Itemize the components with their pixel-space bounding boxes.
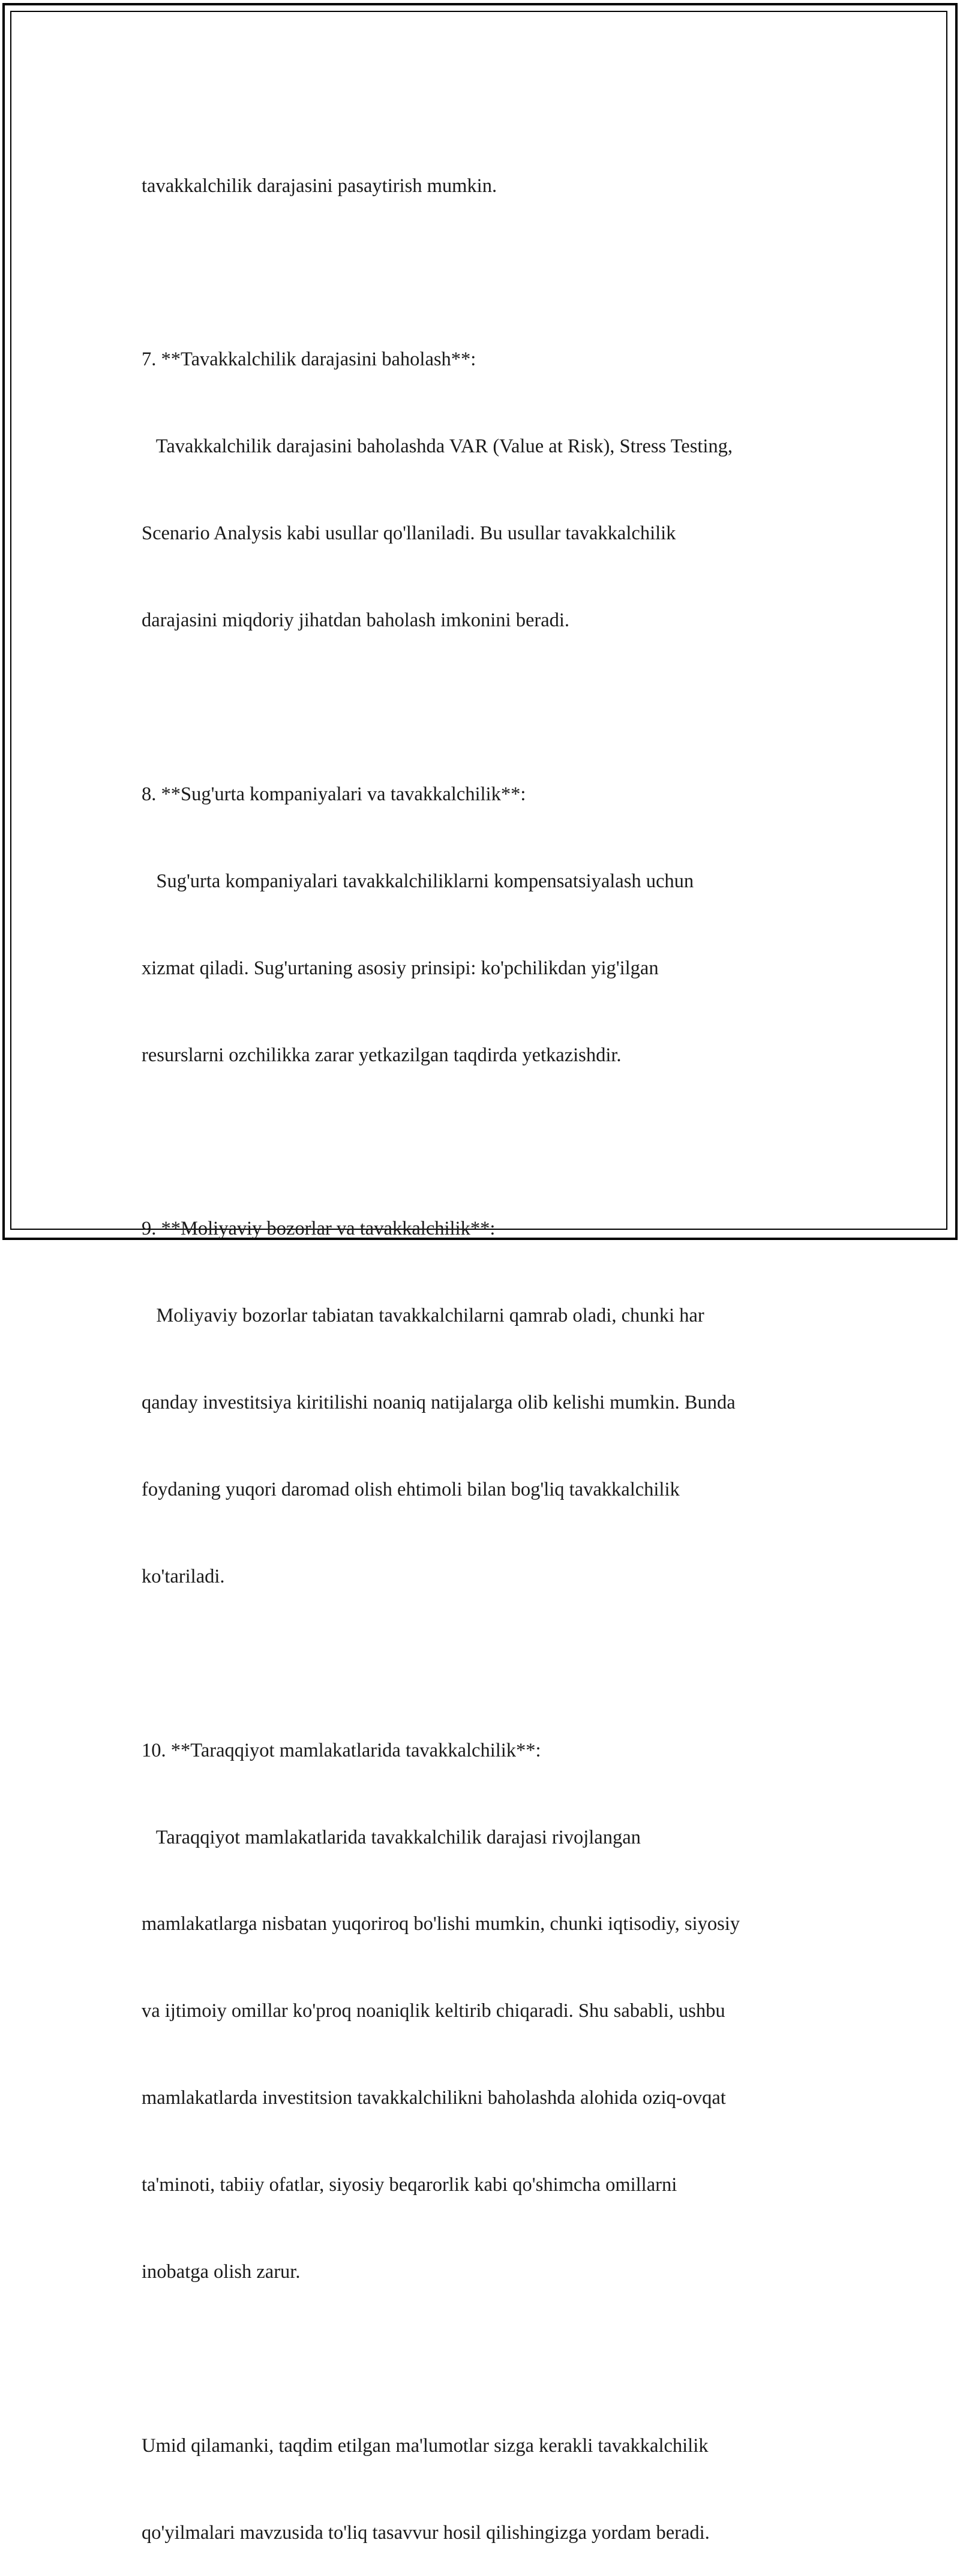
- blank-line: [142, 1127, 844, 1156]
- text-line: foydaning yuqori daromad olish ehtimoli bilan bog'liq tavakkalchilik: [142, 1478, 680, 1500]
- text-line: mamlakatlarda investitsion tavakkalchilikni baholashda alohida oziq-ovqat: [142, 2087, 726, 2109]
- text-line: mamlakatlarga nisbatan yuqoriroq bo'lishi mumkin, chunki iqtisodiy, siyosiy: [142, 1913, 740, 1935]
- section-heading-9: 9. **Moliyaviy bozorlar va tavakkalchilik**:: [142, 1218, 496, 1240]
- text-line: Sug'urta kompaniyalari tavakkalchiliklarni kompensatsiyalash uchun: [142, 870, 694, 892]
- section-heading-7: 7. **Tavakkalchilik darajasini baholash**:: [142, 349, 476, 371]
- text-line: xizmat qiladi. Sug'urtaning asosiy prinsipi: ko'pchilikdan yig'ilgan: [142, 957, 659, 979]
- section-heading-8: 8. **Sug'urta kompaniyalari va tavakkalchilik**:: [142, 783, 526, 805]
- text-line: va ijtimoiy omillar ko'proq noaniqlik keltirib chiqaradi. Shu sababli, ushbu: [142, 2000, 725, 2022]
- text-line: Tavakkalchilik darajasini baholashda VAR (Value at Risk), Stress Testing,: [142, 436, 733, 458]
- text-line: ko'tariladi.: [142, 1565, 225, 1587]
- text-line: tavakkalchilik darajasini pasaytirish mumkin.: [142, 175, 497, 197]
- text-line: resurslarni ozchilikka zarar yetkazilgan taqdirda yetkazishdir.: [142, 1044, 622, 1066]
- blank-line: [142, 1649, 844, 1678]
- closing-line: Umid qilamanki, taqdim etilgan ma'lumotlar sizga kerakli tavakkalchilik: [142, 2434, 709, 2457]
- blank-line: [142, 258, 844, 287]
- text-line: Scenario Analysis kabi usullar qo'llaniladi. Bu usullar tavakkalchilik: [142, 523, 676, 545]
- text-line: Taraqqiyot mamlakatlarida tavakkalchilik darajasi rivojlangan: [142, 1826, 641, 1848]
- blank-line: [142, 693, 844, 722]
- text-line: ta'minoti, tabiiy ofatlar, siyosiy beqarorlik kabi qo'shimcha omillarni: [142, 2174, 677, 2196]
- document-body: [142, 113, 844, 2576]
- text-line: Moliyaviy bozorlar tabiatan tavakkalchilarni qamrab oladi, chunki har: [142, 1305, 704, 1327]
- text-line: inobatga olish zarur.: [142, 2260, 301, 2283]
- text-line: qanday investitsiya kiritilishi noaniq natijalarga olib kelishi mumkin. Bunda: [142, 1392, 736, 1414]
- blank-line: [142, 2344, 844, 2373]
- text-line: darajasini miqdoriy jihatdan baholash imkonini beradi.: [142, 610, 570, 632]
- section-heading-10: 10. **Taraqqiyot mamlakatlarida tavakkalchilik**:: [142, 1739, 541, 1761]
- closing-line: qo'yilmalari mavzusida to'liq tasavvur hosil qilishingizga yordam beradi.: [142, 2521, 710, 2544]
